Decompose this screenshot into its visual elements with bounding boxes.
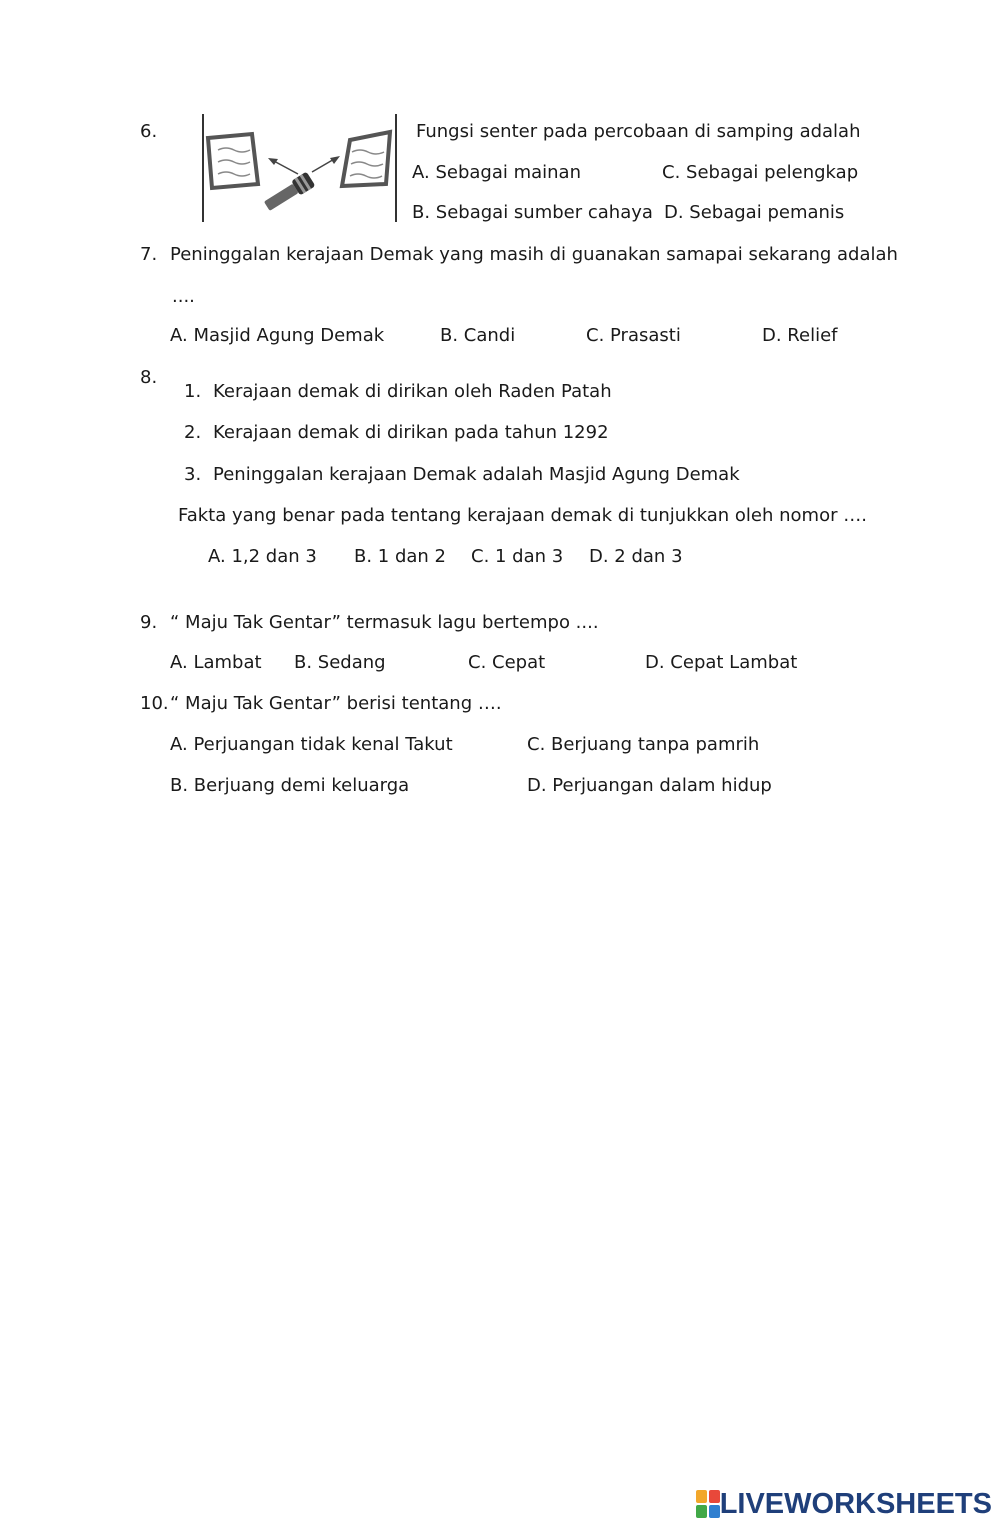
q7-option-d[interactable]: D. Relief: [762, 325, 838, 346]
q8-statement-2: Kerajaan demak di dirikan pada tahun 1292: [213, 422, 609, 443]
flashlight-mirrors-illustration: [200, 112, 400, 224]
q9-question: “ Maju Tak Gentar” termasuk lagu bertempo ....: [170, 612, 599, 633]
q8-number: 8.: [140, 367, 158, 388]
q7-number: 7.: [140, 244, 158, 265]
q9-option-a[interactable]: A. Lambat: [170, 652, 262, 673]
q9-number: 9.: [140, 612, 158, 633]
brand-name: LIVEWORKSHEETS: [719, 1488, 992, 1520]
q6-question: Fungsi senter pada percobaan di samping adalah: [416, 121, 861, 142]
q9-option-c[interactable]: C. Cepat: [468, 652, 546, 673]
q8-option-d[interactable]: D. 2 dan 3: [589, 546, 683, 567]
q9-option-d[interactable]: D. Cepat Lambat: [645, 652, 798, 673]
q10-number: 10.: [140, 693, 169, 714]
q8-statement-3: Peninggalan kerajaan Demak adalah Masjid Agung Demak: [213, 464, 740, 485]
q8-statement-1-number: 1.: [184, 381, 202, 402]
liveworksheets-brand[interactable]: [696, 1486, 992, 1522]
flashlight-experiment-figure: [200, 112, 400, 224]
q10-option-d[interactable]: D. Perjuangan dalam hidup: [527, 775, 772, 796]
q6-option-b[interactable]: B. Sebagai sumber cahaya: [412, 202, 653, 223]
liveworksheets-logo-icon: [696, 1490, 720, 1518]
q6-option-a[interactable]: A. Sebagai mainan: [412, 162, 581, 183]
q8-statement-2-number: 2.: [184, 422, 202, 443]
q8-question: Fakta yang benar pada tentang kerajaan demak di tunjukkan oleh nomor ….: [178, 505, 867, 526]
q8-option-c[interactable]: C. 1 dan 3: [471, 546, 564, 567]
q7-option-c[interactable]: C. Prasasti: [586, 325, 681, 346]
q6-option-c[interactable]: C. Sebagai pelengkap: [662, 162, 859, 183]
q6-number: 6.: [140, 121, 158, 142]
q9-option-b[interactable]: B. Sedang: [294, 652, 386, 673]
q8-option-b[interactable]: B. 1 dan 2: [354, 546, 447, 567]
q7-question: Peninggalan kerajaan Demak yang masih di guanakan samapai sekarang adalah: [170, 244, 898, 265]
q8-statement-1: Kerajaan demak di dirikan oleh Raden Patah: [213, 381, 612, 402]
q8-option-a[interactable]: A. 1,2 dan 3: [208, 546, 317, 567]
q7-option-b[interactable]: B. Candi: [440, 325, 516, 346]
q10-option-a[interactable]: A. Perjuangan tidak kenal Takut: [170, 734, 453, 755]
q10-question: “ Maju Tak Gentar” berisi tentang ….: [170, 693, 502, 714]
q7-option-a[interactable]: A. Masjid Agung Demak: [170, 325, 385, 346]
q10-option-b[interactable]: B. Berjuang demi keluarga: [170, 775, 410, 796]
q7-ellipsis: ....: [172, 286, 195, 307]
q10-option-c[interactable]: C. Berjuang tanpa pamrih: [527, 734, 760, 755]
q8-statement-3-number: 3.: [184, 464, 202, 485]
q6-option-d[interactable]: D. Sebagai pemanis: [664, 202, 845, 223]
